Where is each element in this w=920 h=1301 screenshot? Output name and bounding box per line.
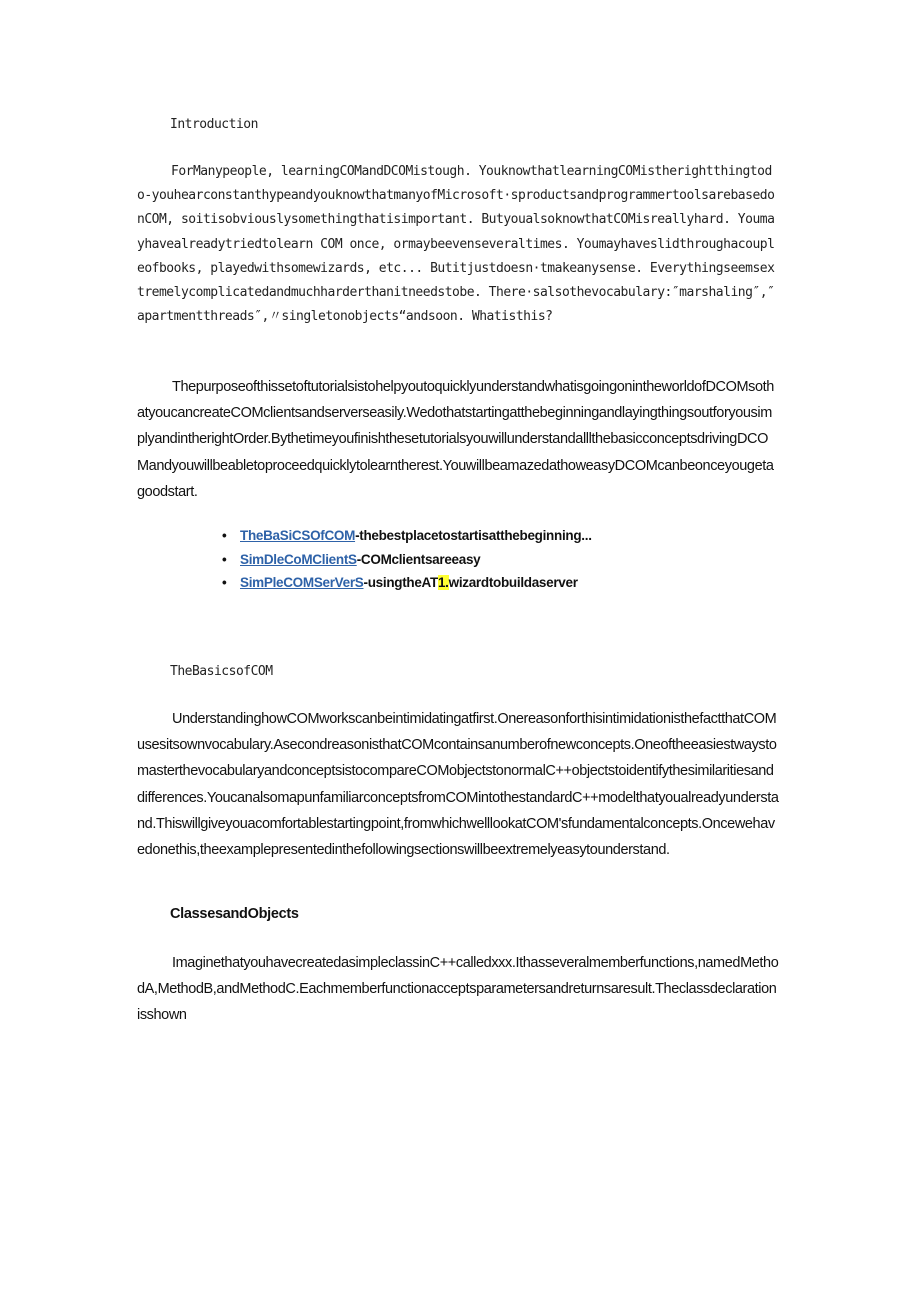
list-item-text: wizardtobuildaserver <box>448 575 578 590</box>
list-item <box>222 524 592 548</box>
list-item-text: -COMclientsareeasy <box>356 551 481 567</box>
link-simple-com-servers[interactable]: SimPleCOMSerVerS <box>240 575 364 590</box>
bullet-icon: • <box>222 575 227 590</box>
list-item-text: -thebestplacetostartisatthebeginning... <box>355 528 592 543</box>
intro-heading: Introduction <box>170 117 258 132</box>
basics-heading: TheBasicsofCOM <box>170 664 273 679</box>
basics-paragraph: UnderstandinghowCOMworkscanbeintimidatingatfirst.OnereasonforthisintimidationisthefactthatCOMusesitsownvocabulary.AsecondreasonisthatCOMcontainsanumberofnewconcepts.OneoftheeasiestwaystomasterthevocabularyandconceptsistocompareCOMobjectstonormalC++objectstoidentifythesimilaritiesanddifferences.YoucanalsomapunfamiliarconceptsfromCOMintothestandardC++modelthatyoualreadyunderstand.Thiswillgiveyouacomfortablestartingpoint,fromwhichwelllookatCOM'sfundamentalconcepts.Oncewehavedonethis,theexamplepresentedinthefollowingsectionswillbeextremelyeasytounderstand. <box>137 711 779 859</box>
link-basics-of-com[interactable]: TheBaSiCSOfCOM <box>240 528 356 543</box>
link-simple-com-clients[interactable]: SimDleCoMClientS <box>240 551 357 567</box>
highlighted-text: 1. <box>437 575 449 590</box>
tutorial-link-list <box>222 524 592 595</box>
purpose-paragraph: ThepurposeofthissetoftutorialsistohelpyoutoquicklyunderstandwhatisgoingonintheworldofDCOMsothatyoucancreateCOMclientsandserverseasily.WedothatstartingatthebeginningandlayingthingsoutforyousimplyandintherightOrder.BythetimeyoufinishthesetutorialsyouwillunderstandalllthebasicconceptsdrivingDCOMandyouwillbeabletoproceedquicklytolearntherest.YouwillbeamazedathoweasyDCOMcanbeonceyougetagoodstart. <box>137 379 774 500</box>
intro-paragraph: ForManypeople, learningCOMandDCOMistough. YouknowthatlearningCOMistherightthingtodo-youhearconstanthypeandyouknowthatmanyofMicrosoft·sproductsandprogrammertoolsarebasedonCOM, soitisobviouslysomethingthatisimportant. ButyoualsoknowthatCOMisreallyhard. Youmayhavealreadytriedtolearn COM once, ormaybeevenseveraltimes. Youmayhaveslidthroughacoupleofbooks, playedwithsomewizards, etc... Butitjustdoesn·tmakeanysense. Everythingseemsextremelycomplicatedandmuchharderthanitneedstobe. There·salsothevocabulary:″marshaling″,″apartmentthreads″,〃singletonobjects“andsoon. Whatisthis? <box>137 164 775 325</box>
classes-heading: ClassesandObjects <box>170 906 299 922</box>
classes-paragraph: ImaginethatyouhavecreatedasimpleclassinC++calledxxx.Ithasseveralmemberfunctions,namedMethodA,MethodB,andMethodC.Eachmemberfunctionacceptsparametersandreturnsaresult.Theclassdeclarationisshown <box>137 955 779 1024</box>
bullet-icon: • <box>222 528 227 543</box>
list-item-text: -usingtheAT <box>363 575 438 590</box>
list-item <box>222 548 592 572</box>
bullet-icon: • <box>222 551 227 567</box>
list-item <box>222 571 592 595</box>
